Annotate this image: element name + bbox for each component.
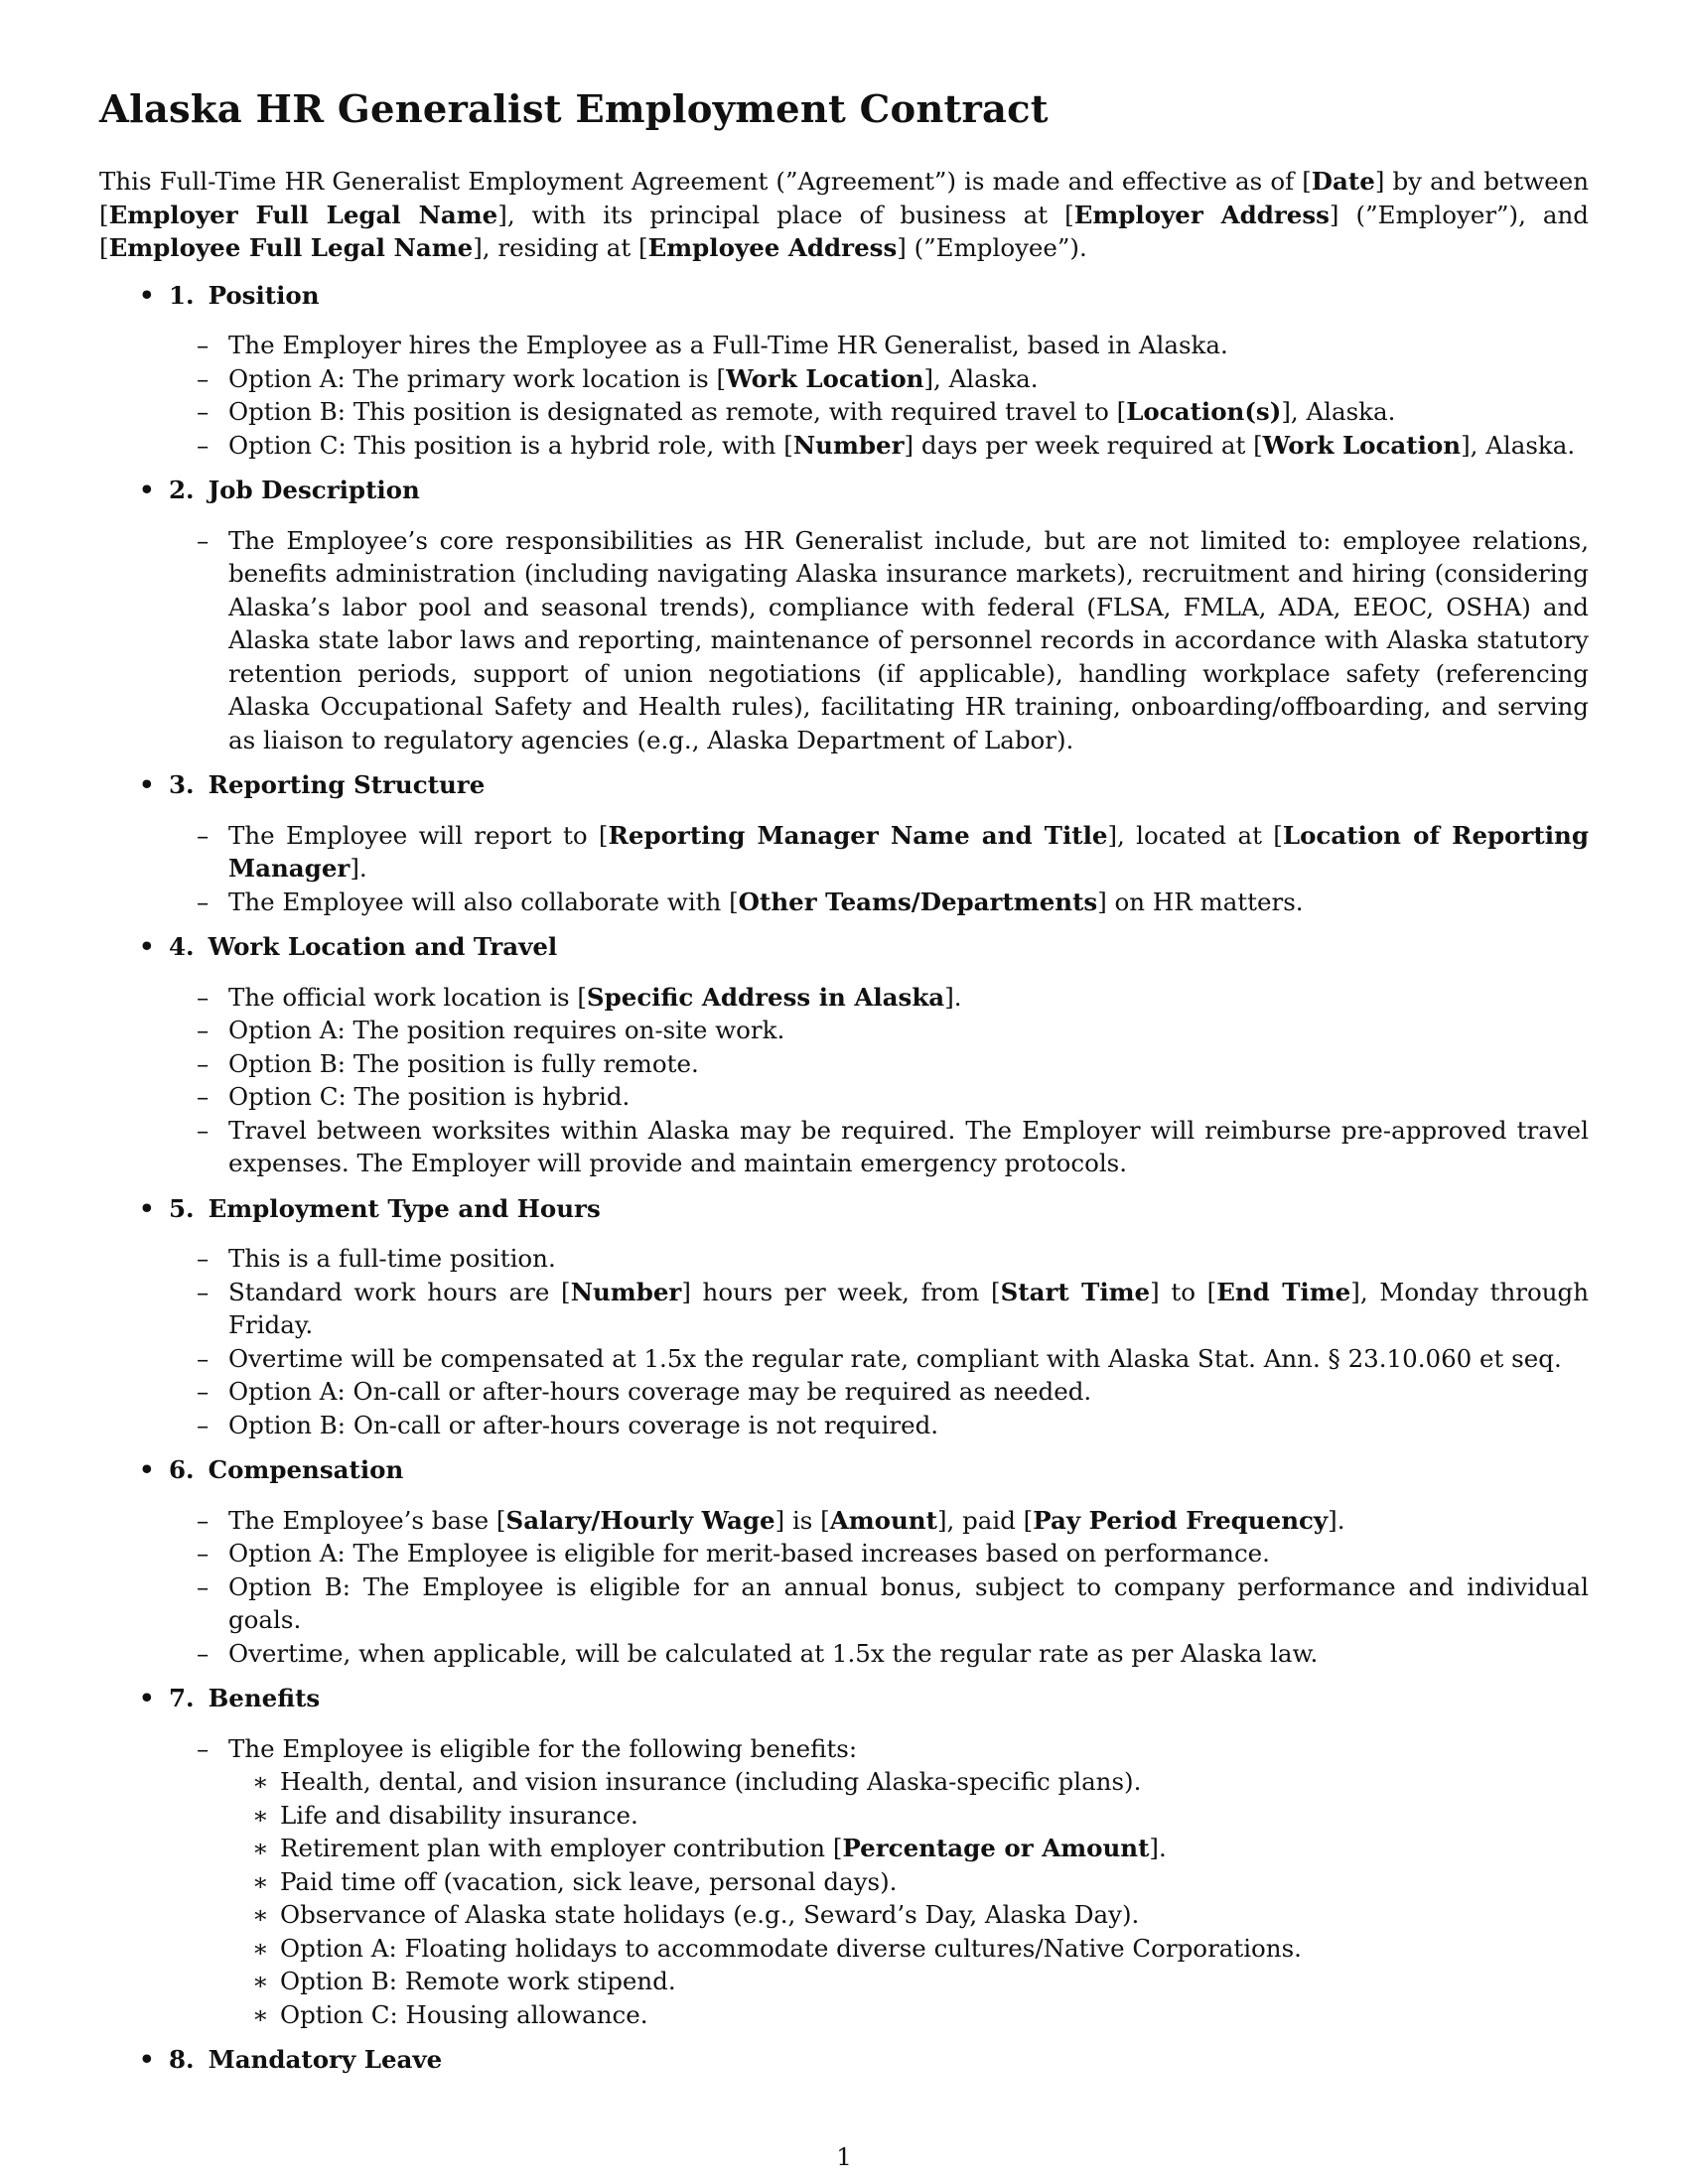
list-item <box>99 1409 1589 1442</box>
dash-icon: – <box>197 982 210 1012</box>
section-items <box>99 1242 1589 1441</box>
list-item <box>99 1504 1589 1538</box>
dash-icon: – <box>197 1410 210 1439</box>
placeholder-field: Work Location <box>1262 430 1462 460</box>
list-item <box>99 1637 1589 1671</box>
bullet-icon: • <box>139 1455 155 1485</box>
section-heading <box>99 2043 1589 2077</box>
list-item <box>99 395 1589 429</box>
section-heading <box>99 930 1589 964</box>
placeholder-field: Salary/Hourly Wage <box>505 1505 775 1535</box>
placeholder-field: Employer Full Legal Name <box>108 200 498 229</box>
placeholder-field: Work Location <box>726 363 924 393</box>
sub-list-item <box>99 1765 1589 1799</box>
section-number: 7. <box>169 1684 195 1713</box>
dash-icon: – <box>197 1571 210 1601</box>
item-text: ]. <box>350 854 367 884</box>
dash-icon: – <box>197 820 210 850</box>
placeholder-field: Reporting Manager Name and Title <box>608 820 1108 850</box>
item-text: Option C: This position is a hybrid role, with [ <box>228 430 793 460</box>
placeholder-field: Pay Period Frequency <box>1033 1505 1329 1535</box>
section-number: 3. <box>169 770 195 800</box>
item-text: ], Alaska. <box>1461 430 1576 460</box>
sub-list-item <box>99 1832 1589 1865</box>
placeholder-field: Number <box>792 430 905 460</box>
item-text: ], paid [ <box>936 1505 1034 1535</box>
dash-icon: – <box>197 1016 210 1045</box>
dash-icon: – <box>197 430 210 460</box>
item-text: Option A: The Employee is eligible for merit-based increases based on performance. <box>228 1539 1270 1569</box>
item-text: ]. <box>944 982 962 1012</box>
dash-icon: – <box>197 1048 210 1078</box>
sub-item-text: Option C: Housing allowance. <box>280 1999 648 2029</box>
item-text: Option C: The position is hybrid. <box>228 1082 631 1112</box>
item-text: Option A: The position requires on-site work. <box>228 1016 785 1045</box>
intro-text: This Full-Time HR Generalist Employment Agreement (”Agreement”) is made and effective as of [ <box>99 167 1312 197</box>
sub-item-text: ]. <box>1149 1834 1167 1863</box>
list-item <box>99 1342 1589 1376</box>
section-heading <box>99 1682 1589 1715</box>
section-number: 5. <box>169 1193 195 1223</box>
section-title: Work Location and Travel <box>208 932 558 962</box>
sub-item-text: Life and disability insurance. <box>280 1800 638 1830</box>
item-text: ], Monday through Friday. <box>228 1277 1589 1340</box>
asterisk-icon: ∗ <box>252 1800 269 1830</box>
section-title: Compensation <box>208 1455 404 1485</box>
intro-text: ], residing at [ <box>473 233 648 263</box>
section-number: 8. <box>169 2045 195 2075</box>
placeholder-field: End Time <box>1216 1277 1351 1306</box>
item-text: ] is [ <box>774 1505 830 1535</box>
bullet-icon: • <box>139 932 155 962</box>
intro-text: ] (”Employer”), and [ <box>99 200 1589 263</box>
section-heading <box>99 1192 1589 1226</box>
intro-paragraph <box>99 165 1589 265</box>
section-title: Mandatory Leave <box>208 2045 443 2075</box>
list-item <box>99 429 1589 463</box>
section-heading <box>99 279 1589 313</box>
placeholder-field: Date <box>1311 167 1375 197</box>
dash-icon: – <box>197 1733 210 1763</box>
dash-icon: – <box>197 363 210 393</box>
list-item <box>99 1080 1589 1114</box>
list-item <box>99 819 1589 886</box>
item-text: ]. <box>1328 1505 1345 1535</box>
sub-list-item <box>99 1865 1589 1899</box>
dash-icon: – <box>197 1505 210 1535</box>
placeholder-field: Employer Address <box>1073 200 1330 229</box>
list-item <box>99 1014 1589 1047</box>
item-text: The Employee’s base [ <box>228 1505 506 1535</box>
item-text: The Employee is eligible for the following benefits: <box>228 1733 858 1763</box>
item-text: This is a full-time position. <box>228 1244 556 1274</box>
item-text: The Employee will report to [ <box>228 820 609 850</box>
item-text: Overtime, when applicable, will be calculated at 1.5x the regular rate as per Alaska law. <box>228 1638 1319 1668</box>
dash-icon: – <box>197 1377 210 1407</box>
item-text: ] to [ <box>1150 1277 1217 1306</box>
bullet-icon: • <box>139 770 155 800</box>
list-item <box>99 329 1589 362</box>
section-7 <box>99 1682 1589 2031</box>
dash-icon: – <box>197 1277 210 1306</box>
sub-item-text: Option A: Floating holidays to accommodate diverse cultures/Native Corporations. <box>280 1933 1302 1963</box>
sub-list-item <box>99 1898 1589 1932</box>
section-heading <box>99 1453 1589 1487</box>
list-item <box>99 1570 1589 1637</box>
sub-item-text: Health, dental, and vision insurance (including Alaska-specific plans). <box>280 1767 1142 1797</box>
sub-item-text: Option B: Remote work stipend. <box>280 1967 676 1996</box>
dash-icon: – <box>197 331 210 360</box>
section-number: 6. <box>169 1455 195 1485</box>
list-item <box>99 1276 1589 1342</box>
bullet-icon: • <box>139 1193 155 1223</box>
item-text: The official work location is [ <box>228 982 587 1012</box>
list-item <box>99 1242 1589 1276</box>
item-text: ] on HR matters. <box>1097 887 1304 916</box>
list-item <box>99 981 1589 1015</box>
dash-icon: – <box>197 397 210 427</box>
section-6 <box>99 1453 1589 1670</box>
section-items <box>99 329 1589 462</box>
list-item <box>99 1114 1589 1180</box>
placeholder-field: Employee Address <box>647 233 898 263</box>
placeholder-field: Location(s) <box>1126 397 1282 427</box>
dash-icon: – <box>197 1539 210 1569</box>
section-number: 1. <box>169 280 195 310</box>
sub-list-item <box>99 1998 1589 2032</box>
placeholder-field: Number <box>570 1277 682 1306</box>
item-text: Option B: The position is fully remote. <box>228 1048 699 1078</box>
list-item <box>99 1537 1589 1570</box>
sub-list-item <box>99 1965 1589 1998</box>
section-3 <box>99 768 1589 918</box>
item-text: ] days per week required at [ <box>904 430 1263 460</box>
asterisk-icon: ∗ <box>252 1767 269 1797</box>
asterisk-icon: ∗ <box>252 1933 269 1963</box>
list-item <box>99 886 1589 919</box>
item-text: Overtime will be compensated at 1.5x the regular rate, compliant with Alaska Stat. Ann. § 23.10.060 et seq. <box>228 1343 1562 1373</box>
bullet-icon: • <box>139 280 155 310</box>
dash-icon: – <box>197 1343 210 1373</box>
section-number: 2. <box>169 476 195 505</box>
item-text: The Employee’s core responsibilities as HR Generalist include, but are not limited to: employee relations, benefits administration (including navigating Alaska insurance markets), recruitment and hiring (considering Alaska’s labor pool and seasonal trends), compliance with federal (FLSA, FMLA, ADA, EEOC, OSHA) and Alaska state labor laws and reporting, maintenance of personnel records in accordance with Alaska statutory retention periods, support of union negotiations (if applicable), handling workplace safety (referencing Alaska Occupational Safety and Health rules), facilitating HR training, onboarding/offboarding, and serving as liaison to regulatory agencies (e.g., Alaska Department of Labor). <box>228 525 1589 754</box>
item-text: The Employee will also collaborate with [ <box>228 887 739 916</box>
intro-text: ] by and between [ <box>99 167 1590 229</box>
section-title: Employment Type and Hours <box>208 1193 601 1223</box>
item-text: ], Alaska. <box>1281 397 1396 427</box>
section-1 <box>99 279 1589 463</box>
list-item <box>99 1375 1589 1409</box>
sections-list <box>99 279 1589 2077</box>
sub-item-text: Paid time off (vacation, sick leave, personal days). <box>280 1866 898 1896</box>
sub-item-text: Observance of Alaska state holidays (e.g., Seward’s Day, Alaska Day). <box>280 1900 1140 1930</box>
bullet-icon: • <box>139 1684 155 1713</box>
placeholder-field: Start Time <box>1000 1277 1151 1306</box>
dash-icon: – <box>197 525 210 555</box>
dash-icon: – <box>197 1638 210 1668</box>
placeholder-field: Employee Full Legal Name <box>108 233 474 263</box>
item-text: Travel between worksites within Alaska may be required. The Employer will reimburse pre-approved travel expenses. The Employer will provide and maintain emergency protocols. <box>228 1115 1589 1178</box>
list-item <box>99 362 1589 396</box>
document-title: Alaska HR Generalist Employment Contract <box>99 87 1049 132</box>
section-title: Job Description <box>208 476 420 505</box>
section-items <box>99 1732 1589 2032</box>
dash-icon: – <box>197 1082 210 1112</box>
asterisk-icon: ∗ <box>252 1866 269 1896</box>
section-items <box>99 524 1589 757</box>
asterisk-icon: ∗ <box>252 1967 269 1996</box>
section-title: Benefits <box>208 1684 321 1713</box>
asterisk-icon: ∗ <box>252 1999 269 2029</box>
intro-text: ] (”Employee”). <box>897 233 1087 263</box>
asterisk-icon: ∗ <box>252 1834 269 1863</box>
item-text: Option B: On-call or after-hours coverage is not required. <box>228 1410 939 1439</box>
item-text: Option B: This position is designated as remote, with required travel to [ <box>228 397 1127 427</box>
section-4 <box>99 930 1589 1180</box>
section-heading <box>99 768 1589 802</box>
asterisk-icon: ∗ <box>252 1900 269 1930</box>
section-items <box>99 819 1589 919</box>
section-5 <box>99 1192 1589 1442</box>
dash-icon: – <box>197 1115 210 1145</box>
section-items <box>99 981 1589 1180</box>
item-text: ] hours per week, from [ <box>681 1277 1001 1306</box>
bullet-icon: • <box>139 476 155 505</box>
list-item <box>99 1047 1589 1081</box>
section-number: 4. <box>169 932 195 962</box>
bullet-icon: • <box>139 2045 155 2075</box>
item-text: Option A: On-call or after-hours coverage may be required as needed. <box>228 1377 1092 1407</box>
section-heading <box>99 474 1589 507</box>
contract-page <box>99 87 1589 2094</box>
page-number: 1 <box>836 2142 852 2171</box>
item-text: ], Alaska. <box>923 363 1039 393</box>
section-8 <box>99 2043 1589 2077</box>
sub-list-item <box>99 1932 1589 1966</box>
section-title: Position <box>208 280 320 310</box>
item-text: ], located at [ <box>1107 820 1283 850</box>
placeholder-field: Location of Reporting Manager <box>228 820 1589 884</box>
sub-item-text: Retirement plan with employer contribution [ <box>280 1834 843 1863</box>
placeholder-field: Amount <box>829 1505 937 1535</box>
list-item <box>99 1732 1589 2032</box>
item-text: Option A: The primary work location is [ <box>228 363 727 393</box>
section-items <box>99 1504 1589 1671</box>
section-title: Reporting Structure <box>208 770 486 800</box>
intro-text: ], with its principal place of business at [ <box>497 200 1074 229</box>
sub-items <box>99 1765 1589 2031</box>
placeholder-field: Percentage or Amount <box>842 1834 1150 1863</box>
sub-list-item <box>99 1799 1589 1833</box>
dash-icon: – <box>197 1244 210 1274</box>
item-text: Option B: The Employee is eligible for an annual bonus, subject to company performance and individual goals. <box>228 1571 1589 1635</box>
section-2 <box>99 474 1589 756</box>
list-item <box>99 524 1589 757</box>
placeholder-field: Other Teams/Departments <box>738 887 1098 916</box>
dash-icon: – <box>197 887 210 916</box>
placeholder-field: Specific Address in Alaska <box>586 982 945 1012</box>
item-text: The Employer hires the Employee as a Full-Time HR Generalist, based in Alaska. <box>228 331 1228 360</box>
item-text: Standard work hours are [ <box>228 1277 571 1306</box>
